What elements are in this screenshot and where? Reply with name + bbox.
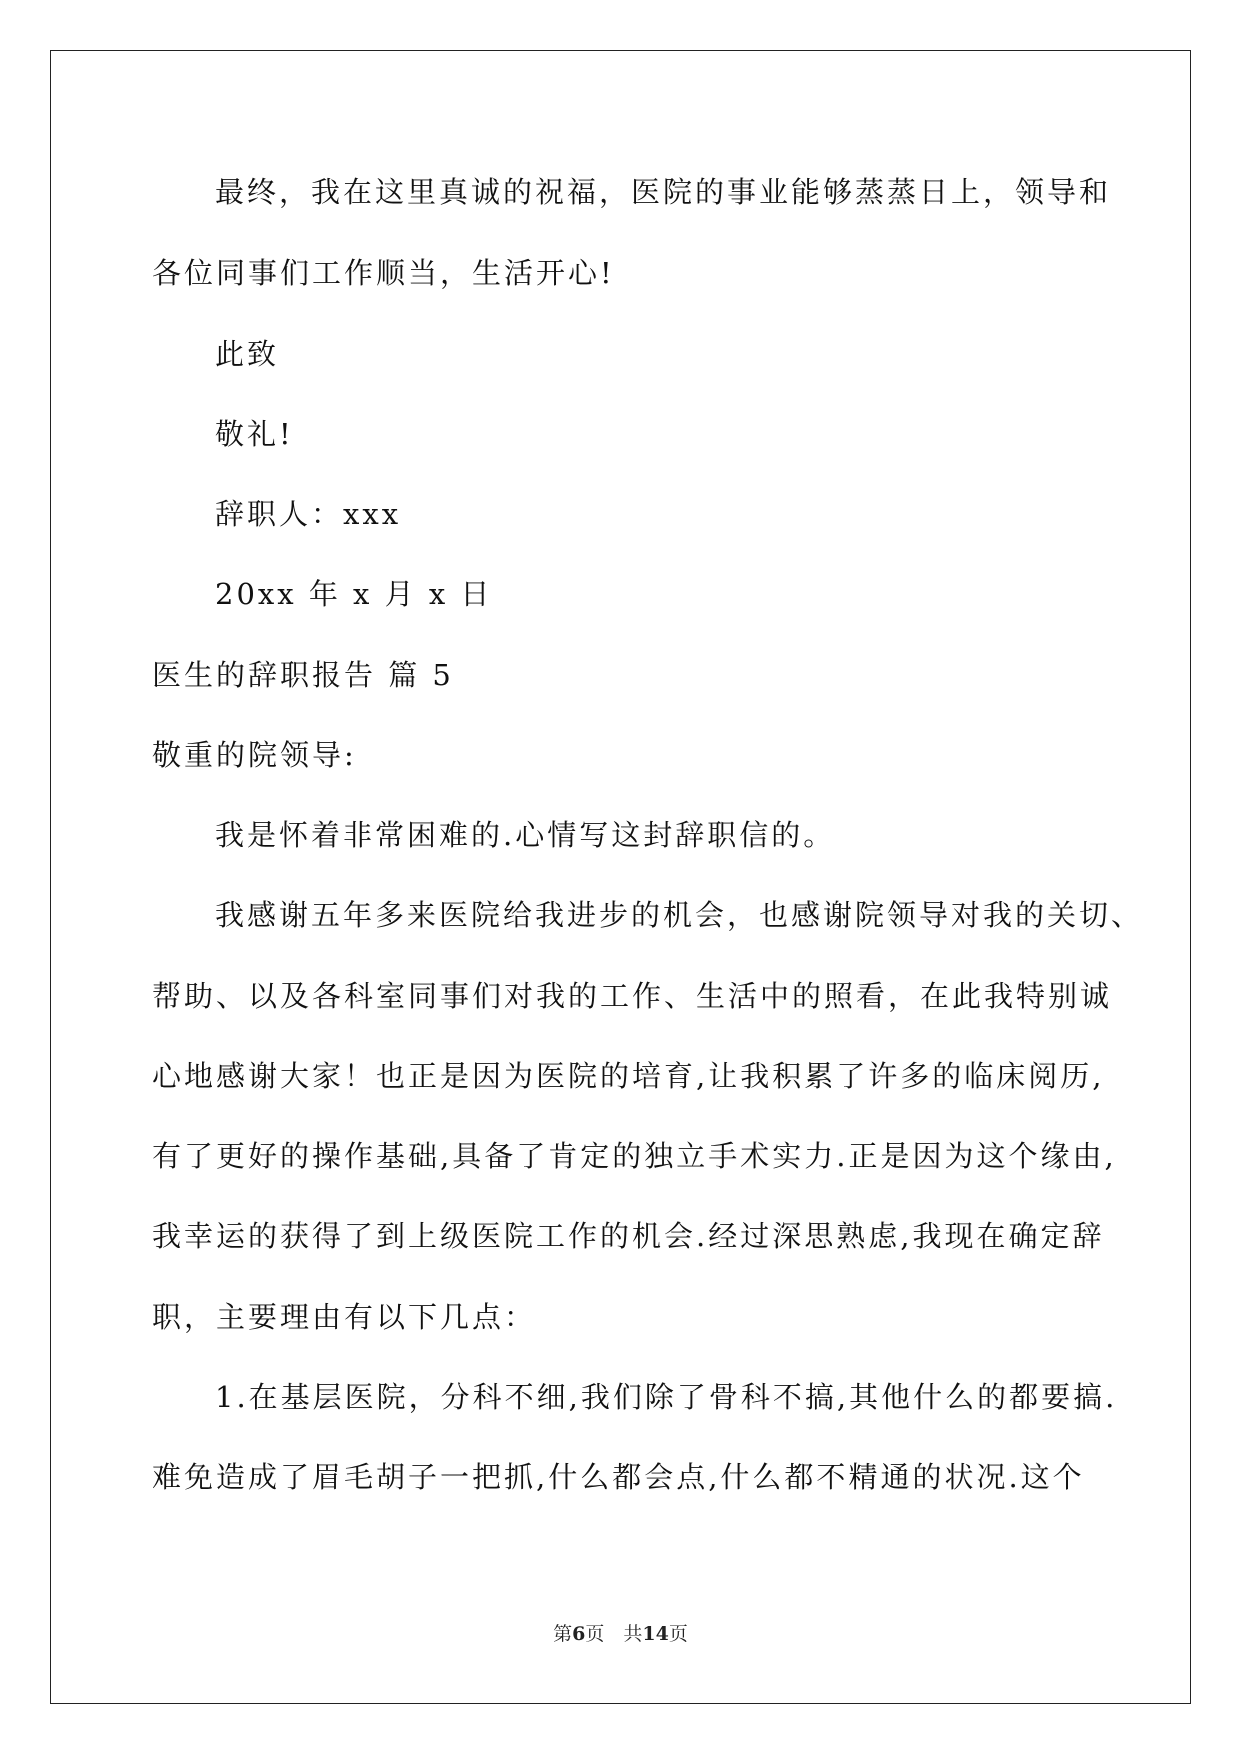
text-line: 有了更好的操作基础,具备了肯定的独立手术实力.正是因为这个缘由, bbox=[152, 1139, 1117, 1173]
total-page-number: 14 bbox=[642, 1623, 669, 1645]
text-line: 我幸运的获得了到上级医院工作的机会.经过深思熟虑,我现在确定辞 bbox=[152, 1219, 1105, 1253]
current-page-number: 6 bbox=[572, 1623, 586, 1645]
footer-suffix: 页 bbox=[668, 1623, 688, 1645]
text-line: 此致 bbox=[215, 337, 280, 371]
footer-prefix: 第 bbox=[553, 1623, 573, 1645]
text-line: 敬礼! bbox=[215, 417, 294, 451]
footer-middle: 页 共 bbox=[585, 1623, 643, 1645]
text-line: 最终，我在这里真诚的祝福，医院的事业能够蒸蒸日上，领导和 bbox=[215, 175, 1112, 209]
text-line: 20xx 年 x 月 x 日 bbox=[215, 577, 493, 611]
text-line: 各位同事们工作顺当，生活开心! bbox=[152, 256, 615, 290]
text-line: 心地感谢大家！也正是因为医院的培育,让我积累了许多的临床阅历, bbox=[152, 1059, 1105, 1093]
text-line: 帮助、以及各科室同事们对我的工作、生活中的照看，在此我特别诚 bbox=[152, 979, 1113, 1013]
page-number-footer bbox=[0, 1622, 1241, 1646]
page-border bbox=[50, 50, 1191, 1704]
salutation: 敬重的院领导: bbox=[152, 738, 357, 772]
text-line: 难免造成了眉毛胡子一把抓,什么都会点,什么都不精通的状况.这个 bbox=[152, 1460, 1085, 1494]
text-line: 职，主要理由有以下几点： bbox=[152, 1300, 537, 1334]
text-line: 我感谢五年多来医院给我进步的机会，也感谢院领导对我的关切、 bbox=[215, 898, 1144, 932]
text-line: 辞职人：xxx bbox=[215, 497, 402, 531]
text-line: 1.在基层医院，分科不细,我们除了骨科不搞,其他什么的都要搞. bbox=[215, 1380, 1118, 1414]
text-line: 我是怀着非常困难的.心情写这封辞职信的。 bbox=[215, 818, 836, 852]
section-heading: 医生的辞职报告 篇 5 bbox=[152, 658, 454, 692]
